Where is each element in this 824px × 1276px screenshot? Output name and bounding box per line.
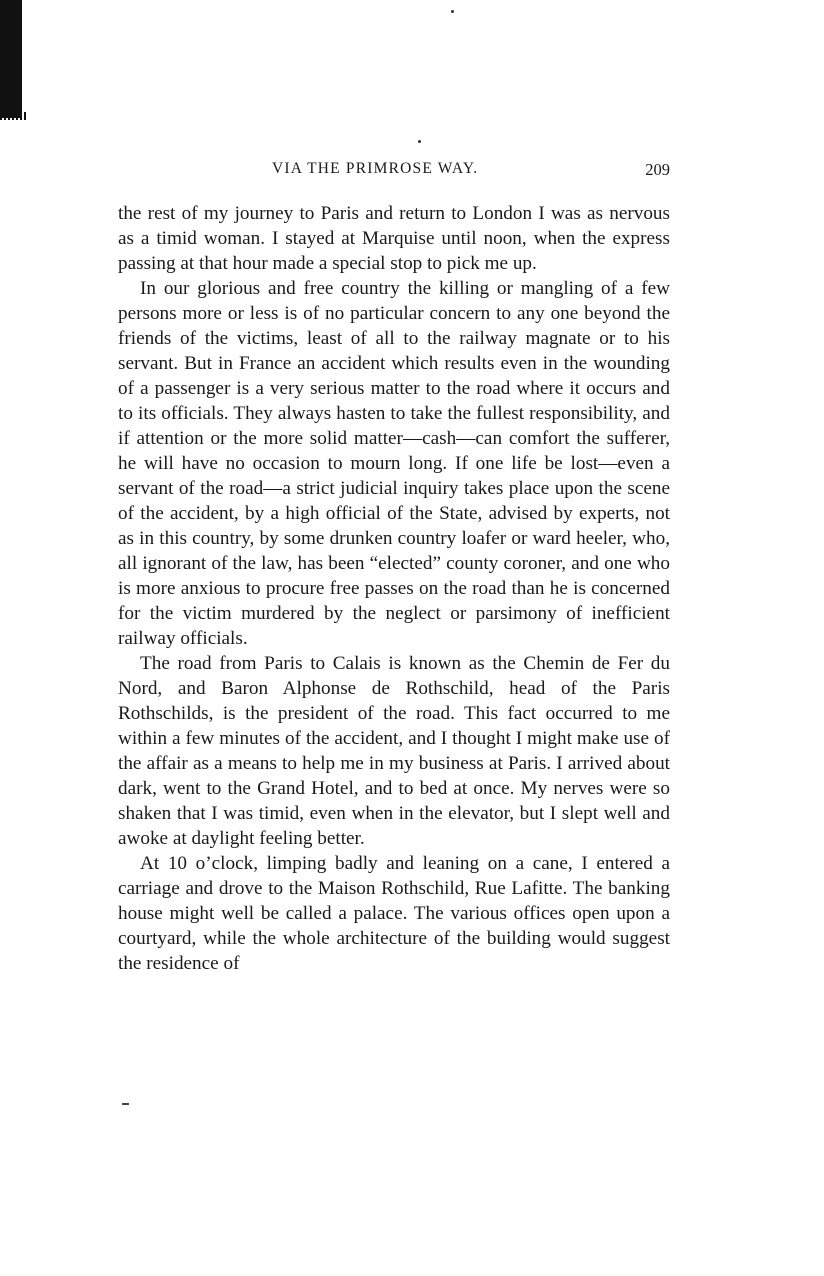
page-number: 209 [645,160,670,179]
paragraph: In our glorious and free country the killing or mangling of a few persons more or less is of no particular concern to any one beyond the friends of the victims, least of all to the railway magnate or to his servant. But in France an accident which results even in the wounding of a passenger is a very serious matter to the road where it occurs and to its officials. They always hasten to take the fullest responsibility, and if attention or the more solid matter—cash—can comfort the sufferer, he will have no occasion to mourn long. If one life be lost—even a servant of the road—a strict judicial inquiry takes place upon the scene of the accident, by a high official of the State, advised by experts, not as in this country, by some drunken country loafer or ward heeler, who, all ignorant of the law, has been “elected” county coroner, and one who is more anxious to procure free passes on the road than he is concerned for the victim murdered by the neglect or parsimony of inefficient railway officials. [118,278,670,649]
scan-speck [451,10,454,13]
running-title: VIA THE PRIMROSE WAY. [272,160,479,177]
paragraph: At 10 o’clock, limping badly and leaning on a cane, I entered a carriage and drove to the Maison Rothschild, Rue Lafitte. The banking house might well be called a palace. The various offices open upon a courtyard, while the whole architecture of the building would suggest the residence of [118,853,670,974]
scan-edge-mark [0,0,22,118]
paragraph: the rest of my journey to Paris and return to London I was as nervous as a timid woman. I stayed at Marquise until noon, when the express passing at that hour made a special stop to pick me up. [118,203,670,274]
body-text [118,201,670,976]
running-head [118,160,670,182]
scan-speck [418,140,421,143]
paragraph: The road from Paris to Calais is known as the Chemin de Fer du Nord, and Baron Alphonse de Rothschild, head of the Paris Rothschilds, is the president of the road. This fact occurred to me within a few minutes of the accident, and I thought I might make use of the affair as a means to help me in my business at Paris. I arrived about dark, went to the Grand Hotel, and to bed at once. My nerves were so shaken that I was timid, even when in the elevator, but I slept well and awoke at daylight feeling better. [118,653,670,849]
scan-dash-mark [122,1103,129,1105]
